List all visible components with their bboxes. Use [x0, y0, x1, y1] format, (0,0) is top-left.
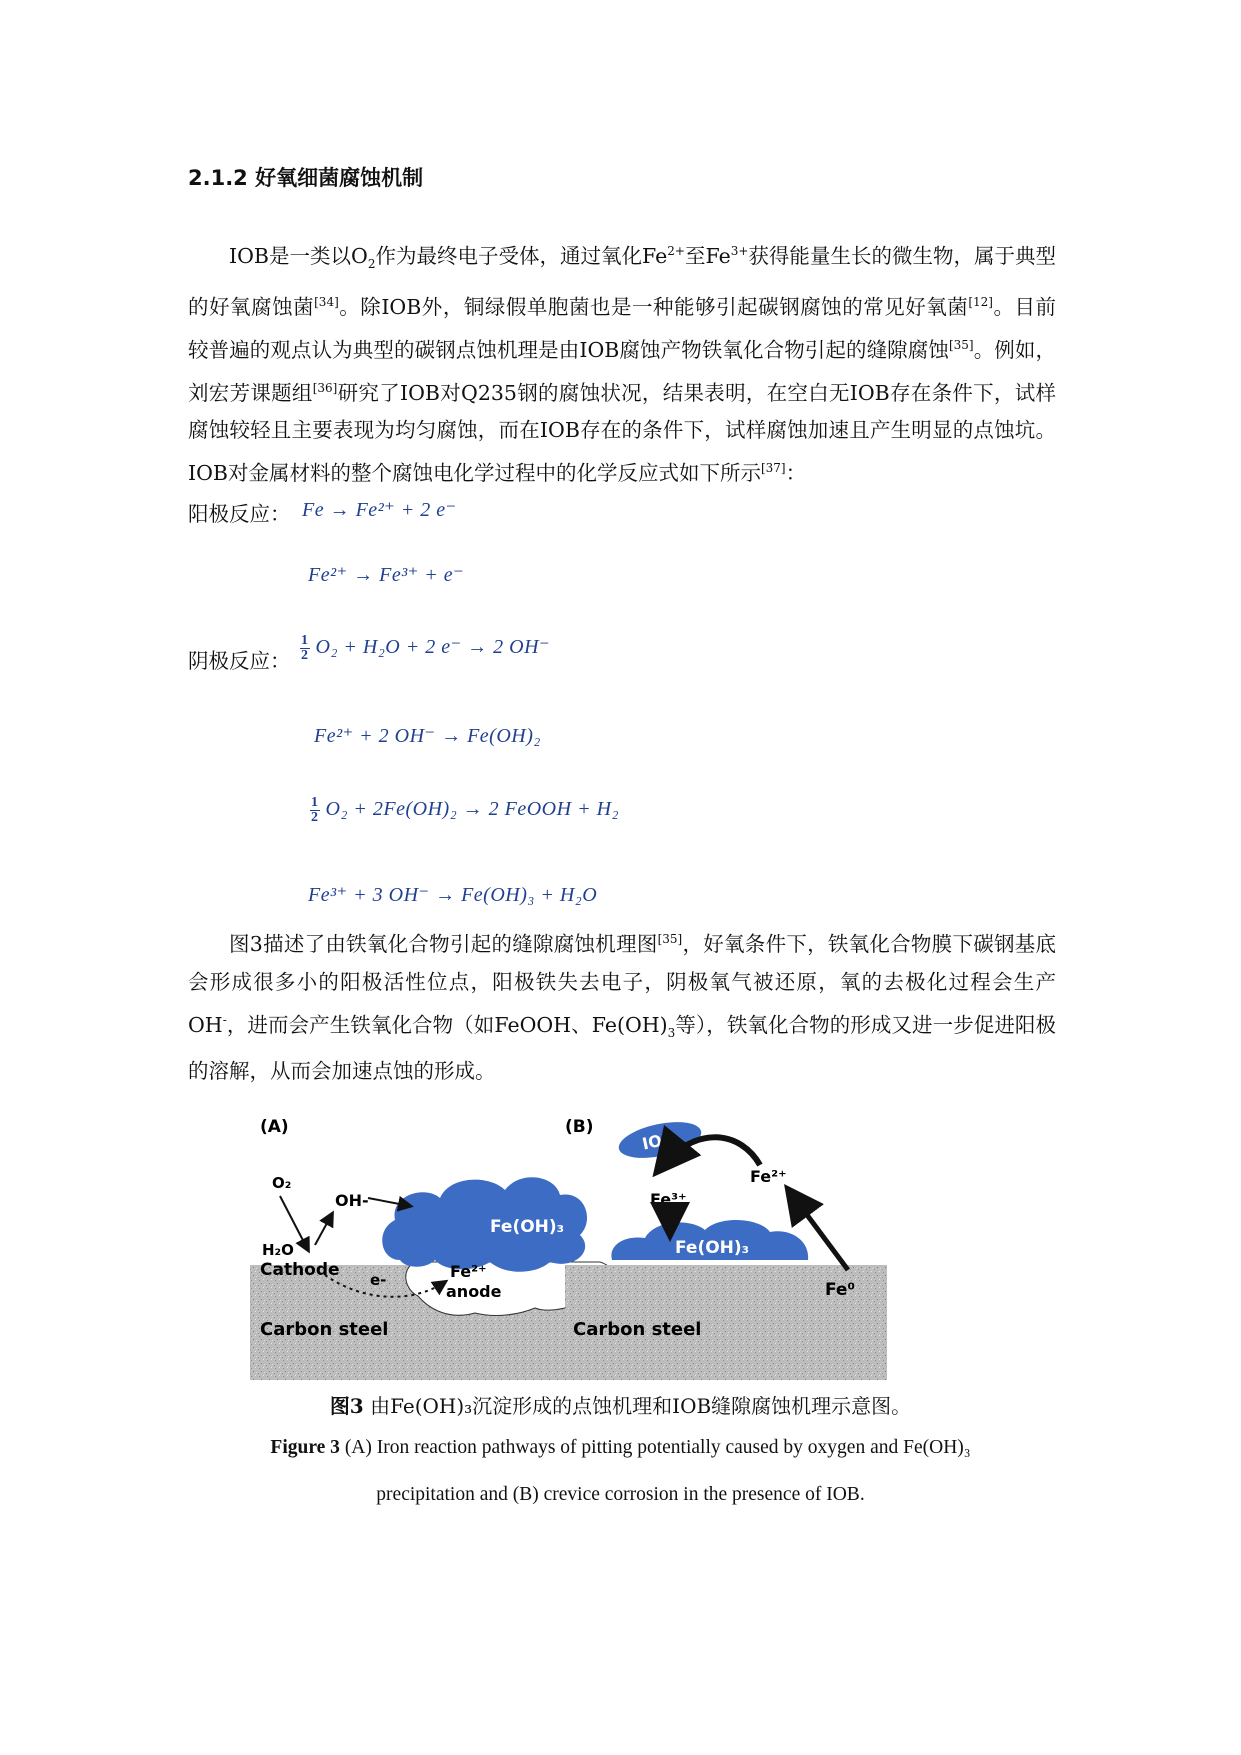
paragraph-iob-intro [188, 232, 1056, 492]
fraction [300, 634, 310, 663]
carbon-steel-label: Carbon steel [260, 1319, 389, 1340]
fe2-label: Fe²⁺ [450, 1262, 487, 1281]
citation: [36] [312, 380, 338, 395]
panel-a [250, 1117, 620, 1380]
text: ： [785, 461, 807, 486]
text: 。除IOB外，铜绿假单胞菌也是一种能够引起碳钢腐蚀的常见好氧菌 [338, 294, 969, 319]
fe2-label-b: Fe²⁺ [750, 1167, 787, 1186]
oh-up-arrow [315, 1214, 332, 1245]
equation-cathode-1 [300, 634, 550, 663]
caption-label: 图3 [329, 1394, 364, 1418]
feoh3-label-b: Fe(OH)₃ [675, 1238, 750, 1258]
paragraph-figure-description [188, 920, 1056, 1090]
citation: [35] [948, 337, 974, 352]
text: 至Fe [684, 243, 731, 268]
feoh3-label: Fe(OH)₃ [490, 1217, 565, 1237]
text: IOB是一类以O [229, 243, 368, 268]
fraction [310, 796, 320, 825]
citation: [34] [314, 294, 339, 309]
text: 。目前较普遍的观点认为典型的碳钢点蚀机理是由IOB腐蚀产物铁氧化合物引起的缝隙腐蚀 [188, 294, 1057, 362]
panel-b [565, 1116, 887, 1380]
fe0-label: Fe⁰ [825, 1280, 855, 1300]
figure-caption-cn [0, 1390, 1241, 1419]
subscript: 2 [367, 256, 376, 271]
equation-text: O₂ + H₂O + 2 e⁻ → 2 OH⁻ [315, 636, 551, 659]
anode-label: 阳极反应： [188, 502, 291, 526]
fraction-numerator: 1 [311, 795, 319, 810]
panel-a-tag: (A) [260, 1117, 289, 1137]
subscript: 3 [667, 1025, 676, 1040]
fraction-numerator: 1 [301, 633, 309, 648]
text: 作为最终电子受体，通过氧化Fe [375, 243, 668, 268]
fe3-label: Fe³⁺ [650, 1190, 687, 1209]
figure-caption-en-line1 [0, 1437, 1241, 1459]
equation-cathode-3 [310, 796, 619, 825]
cathode-label: Cathode [260, 1260, 340, 1280]
caption-text: 由Fe(OH)₃沉淀形成的点蚀机理和IOB缝隙腐蚀机理示意图。 [363, 1394, 912, 1418]
electron-label: e- [370, 1271, 387, 1289]
caption-label: Figure 3 [270, 1437, 340, 1458]
carbon-steel-label-b: Carbon steel [573, 1319, 702, 1340]
text: 研究了IOB对Q235钢的腐蚀状况，结果表明，在空白无IOB存在条件下，试样腐蚀较轻且主要表现为均匀腐蚀，而在IOB存在的条件下，试样腐蚀加速且产生明显的点蚀坑。IOB对金属材料的整个腐蚀电化学过程中的化学反应式如下所示 [188, 380, 1056, 486]
text: 等），铁氧化合物的形成又进一步促进阳极的溶解，从而会加速点蚀的形成。 [188, 1012, 1057, 1083]
section-heading: 2.1.2 好氧细菌腐蚀机制 [188, 166, 424, 190]
cathode-label: 阴极反应： [188, 649, 291, 673]
equation-anode-1: Fe → Fe²⁺ + 2 e⁻ [302, 499, 457, 521]
oh-label: OH- [335, 1191, 369, 1210]
text: ，进而会产生铁氧化合物（如FeOOH、Fe(OH) [226, 1012, 668, 1037]
superscript: 3+ [730, 244, 749, 258]
fraction-denominator: 2 [301, 648, 309, 663]
citation: [37] [760, 461, 786, 476]
anode-label: anode [446, 1282, 502, 1301]
iob-label: IOB [640, 1128, 676, 1154]
caption-text: (A) Iron reaction pathways of pitting potentially caused by oxygen and Fe(OH)₃ [339, 1437, 971, 1458]
figure-caption-en-line2: precipitation and (B) crevice corrosion in the presence of IOB. [376, 1484, 865, 1505]
text: 获得能量生长的微生物，属于典型的好氧腐蚀菌 [188, 243, 1056, 319]
figure-3 [250, 1110, 990, 1380]
panel-b-tag: (B) [565, 1117, 594, 1137]
equation-anode-2: Fe²⁺ → Fe³⁺ + e⁻ [308, 564, 465, 586]
text: 。例如，刘宏芳课题组 [188, 337, 1056, 405]
citation: [35] [657, 932, 683, 946]
equation-cathode-2: Fe²⁺ + 2 OH⁻ → Fe(OH)₂ [314, 725, 541, 747]
h2o-label: H₂O [262, 1241, 294, 1259]
text: ，好氧条件下，铁氧化合物膜下碳钢基底会形成很多小的阳极活性位点，阳极铁失去电子，阴极氧气被还原，氧的去极化过程会生产OH [188, 931, 1057, 1037]
equation-cathode-4: Fe³⁺ + 3 OH⁻ → Fe(OH)₃ + H₂O [308, 884, 598, 906]
superscript: 2+ [667, 244, 685, 258]
citation: [12] [968, 294, 993, 309]
equation-text: O₂ + 2Fe(OH)₂ → 2 FeOOH + H₂ [325, 798, 619, 821]
superscript: - [222, 1012, 227, 1027]
text: 图3描述了由铁氧化合物引起的缝隙腐蚀机理图 [229, 931, 658, 956]
o2-label: O₂ [272, 1174, 292, 1192]
fraction-denominator: 2 [311, 810, 319, 825]
